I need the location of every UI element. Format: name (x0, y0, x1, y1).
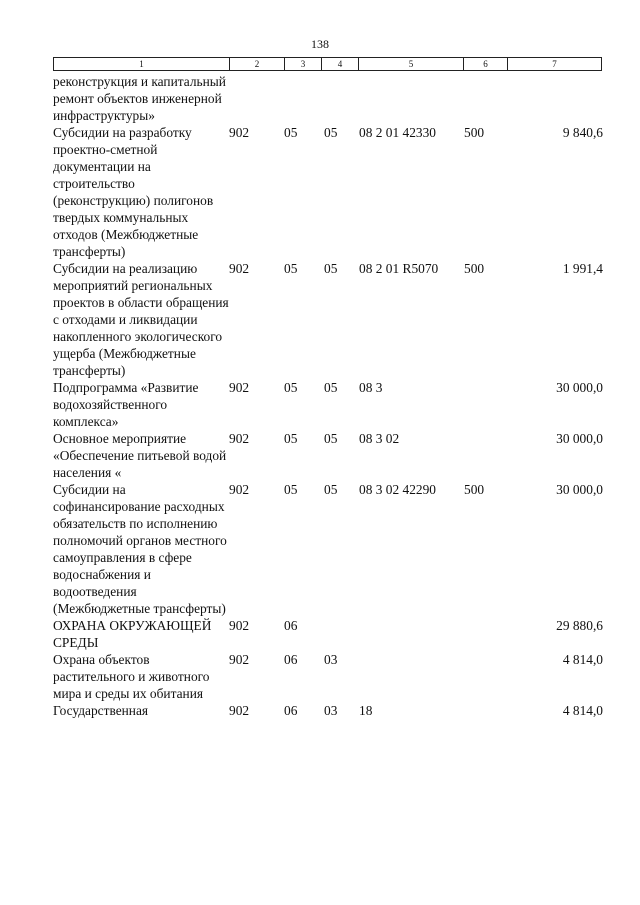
row-col-2: 902 (229, 261, 250, 276)
header-col-2: 2 (230, 58, 285, 70)
row-col-5: 08 2 01 R5070 (359, 261, 439, 276)
row-col-2: 902 (229, 652, 250, 667)
table-row (53, 260, 605, 379)
row-col-3: 05 (284, 482, 298, 497)
page-number: 138 (311, 37, 329, 51)
table-header (53, 57, 602, 71)
row-name: Охрана объектов растительного и животного мира и среды их обитания (53, 652, 210, 701)
row-col-5: 18 (359, 703, 373, 718)
table-row (53, 379, 605, 430)
row-col-2: 902 (229, 431, 250, 446)
row-col-4: 05 (324, 125, 338, 140)
row-col-7: 29 880,6 (556, 618, 603, 633)
row-col-4: 05 (324, 431, 338, 446)
row-col-4: 05 (324, 380, 338, 395)
row-col-2: 902 (229, 618, 250, 633)
row-col-7: 4 814,0 (562, 652, 603, 667)
table-row (53, 651, 605, 702)
row-col-3: 06 (284, 703, 298, 718)
row-col-7: 9 840,6 (562, 125, 603, 140)
row-name: Субсидии на софинансирование расходных обязательств по исполнению полномочий органов местного самоуправления в сфере водоснабжения и водоотведения (Межбюджетные трансферты) (53, 482, 227, 616)
header-col-4: 4 (322, 58, 359, 70)
row-col-4: 03 (324, 703, 338, 718)
row-col-3: 05 (284, 431, 298, 446)
header-col-1: 1 (54, 58, 230, 70)
row-col-3: 06 (284, 618, 298, 633)
row-name: реконструкция и капитальный ремонт объектов инженерной инфраструктуры» (53, 74, 226, 123)
table-row (53, 430, 605, 481)
row-col-5: 08 3 (359, 380, 383, 395)
row-col-3: 05 (284, 380, 298, 395)
table-row (53, 124, 605, 260)
row-col-6: 500 (464, 261, 485, 276)
row-name: ОХРАНА ОКРУЖАЮЩЕЙ СРЕДЫ (53, 618, 212, 650)
row-col-6: 500 (464, 125, 485, 140)
row-col-7: 30 000,0 (556, 380, 603, 395)
header-col-6: 6 (464, 58, 508, 70)
table-row (53, 73, 605, 124)
row-col-4: 05 (324, 261, 338, 276)
row-name: Субсидии на реализацию мероприятий региональных проектов в области обращения с отходами и ликвидации накопленного экологического ущерба (Межбюджетные трансферты) (53, 261, 229, 378)
header-col-7: 7 (552, 59, 557, 69)
row-col-7: 1 991,4 (562, 261, 603, 276)
row-col-5: 08 2 01 42330 (359, 125, 436, 140)
row-col-3: 05 (284, 125, 298, 140)
row-col-2: 902 (229, 703, 250, 718)
row-col-4: 03 (324, 652, 338, 667)
row-name: Государственная (53, 703, 149, 718)
row-col-4: 05 (324, 482, 338, 497)
row-col-7: 30 000,0 (556, 482, 603, 497)
table-row (53, 702, 605, 719)
row-name: Субсидии на разработку проектно-сметной документации на строительство (реконструкцию) полигонов твердых коммунальных отходов (Межбюджетные трансферты) (53, 125, 214, 259)
row-col-7: 4 814,0 (562, 703, 603, 718)
table-row (53, 617, 605, 651)
row-col-7: 30 000,0 (556, 431, 603, 446)
header-col-3: 3 (285, 58, 322, 70)
row-name: Подпрограмма «Развитие водохозяйственного комплекса» (53, 380, 199, 429)
row-col-6: 500 (464, 482, 485, 497)
table-row (53, 481, 605, 617)
header-col-5: 5 (359, 58, 464, 70)
budget-table-body (53, 73, 605, 719)
row-col-2: 902 (229, 380, 250, 395)
row-name: Основное мероприятие «Обеспечение питьевой водой населения « (53, 431, 227, 480)
row-col-2: 902 (229, 482, 250, 497)
row-col-3: 06 (284, 652, 298, 667)
row-col-2: 902 (229, 125, 250, 140)
row-col-5: 08 3 02 42290 (359, 482, 436, 497)
row-col-5: 08 3 02 (359, 431, 400, 446)
row-col-3: 05 (284, 261, 298, 276)
